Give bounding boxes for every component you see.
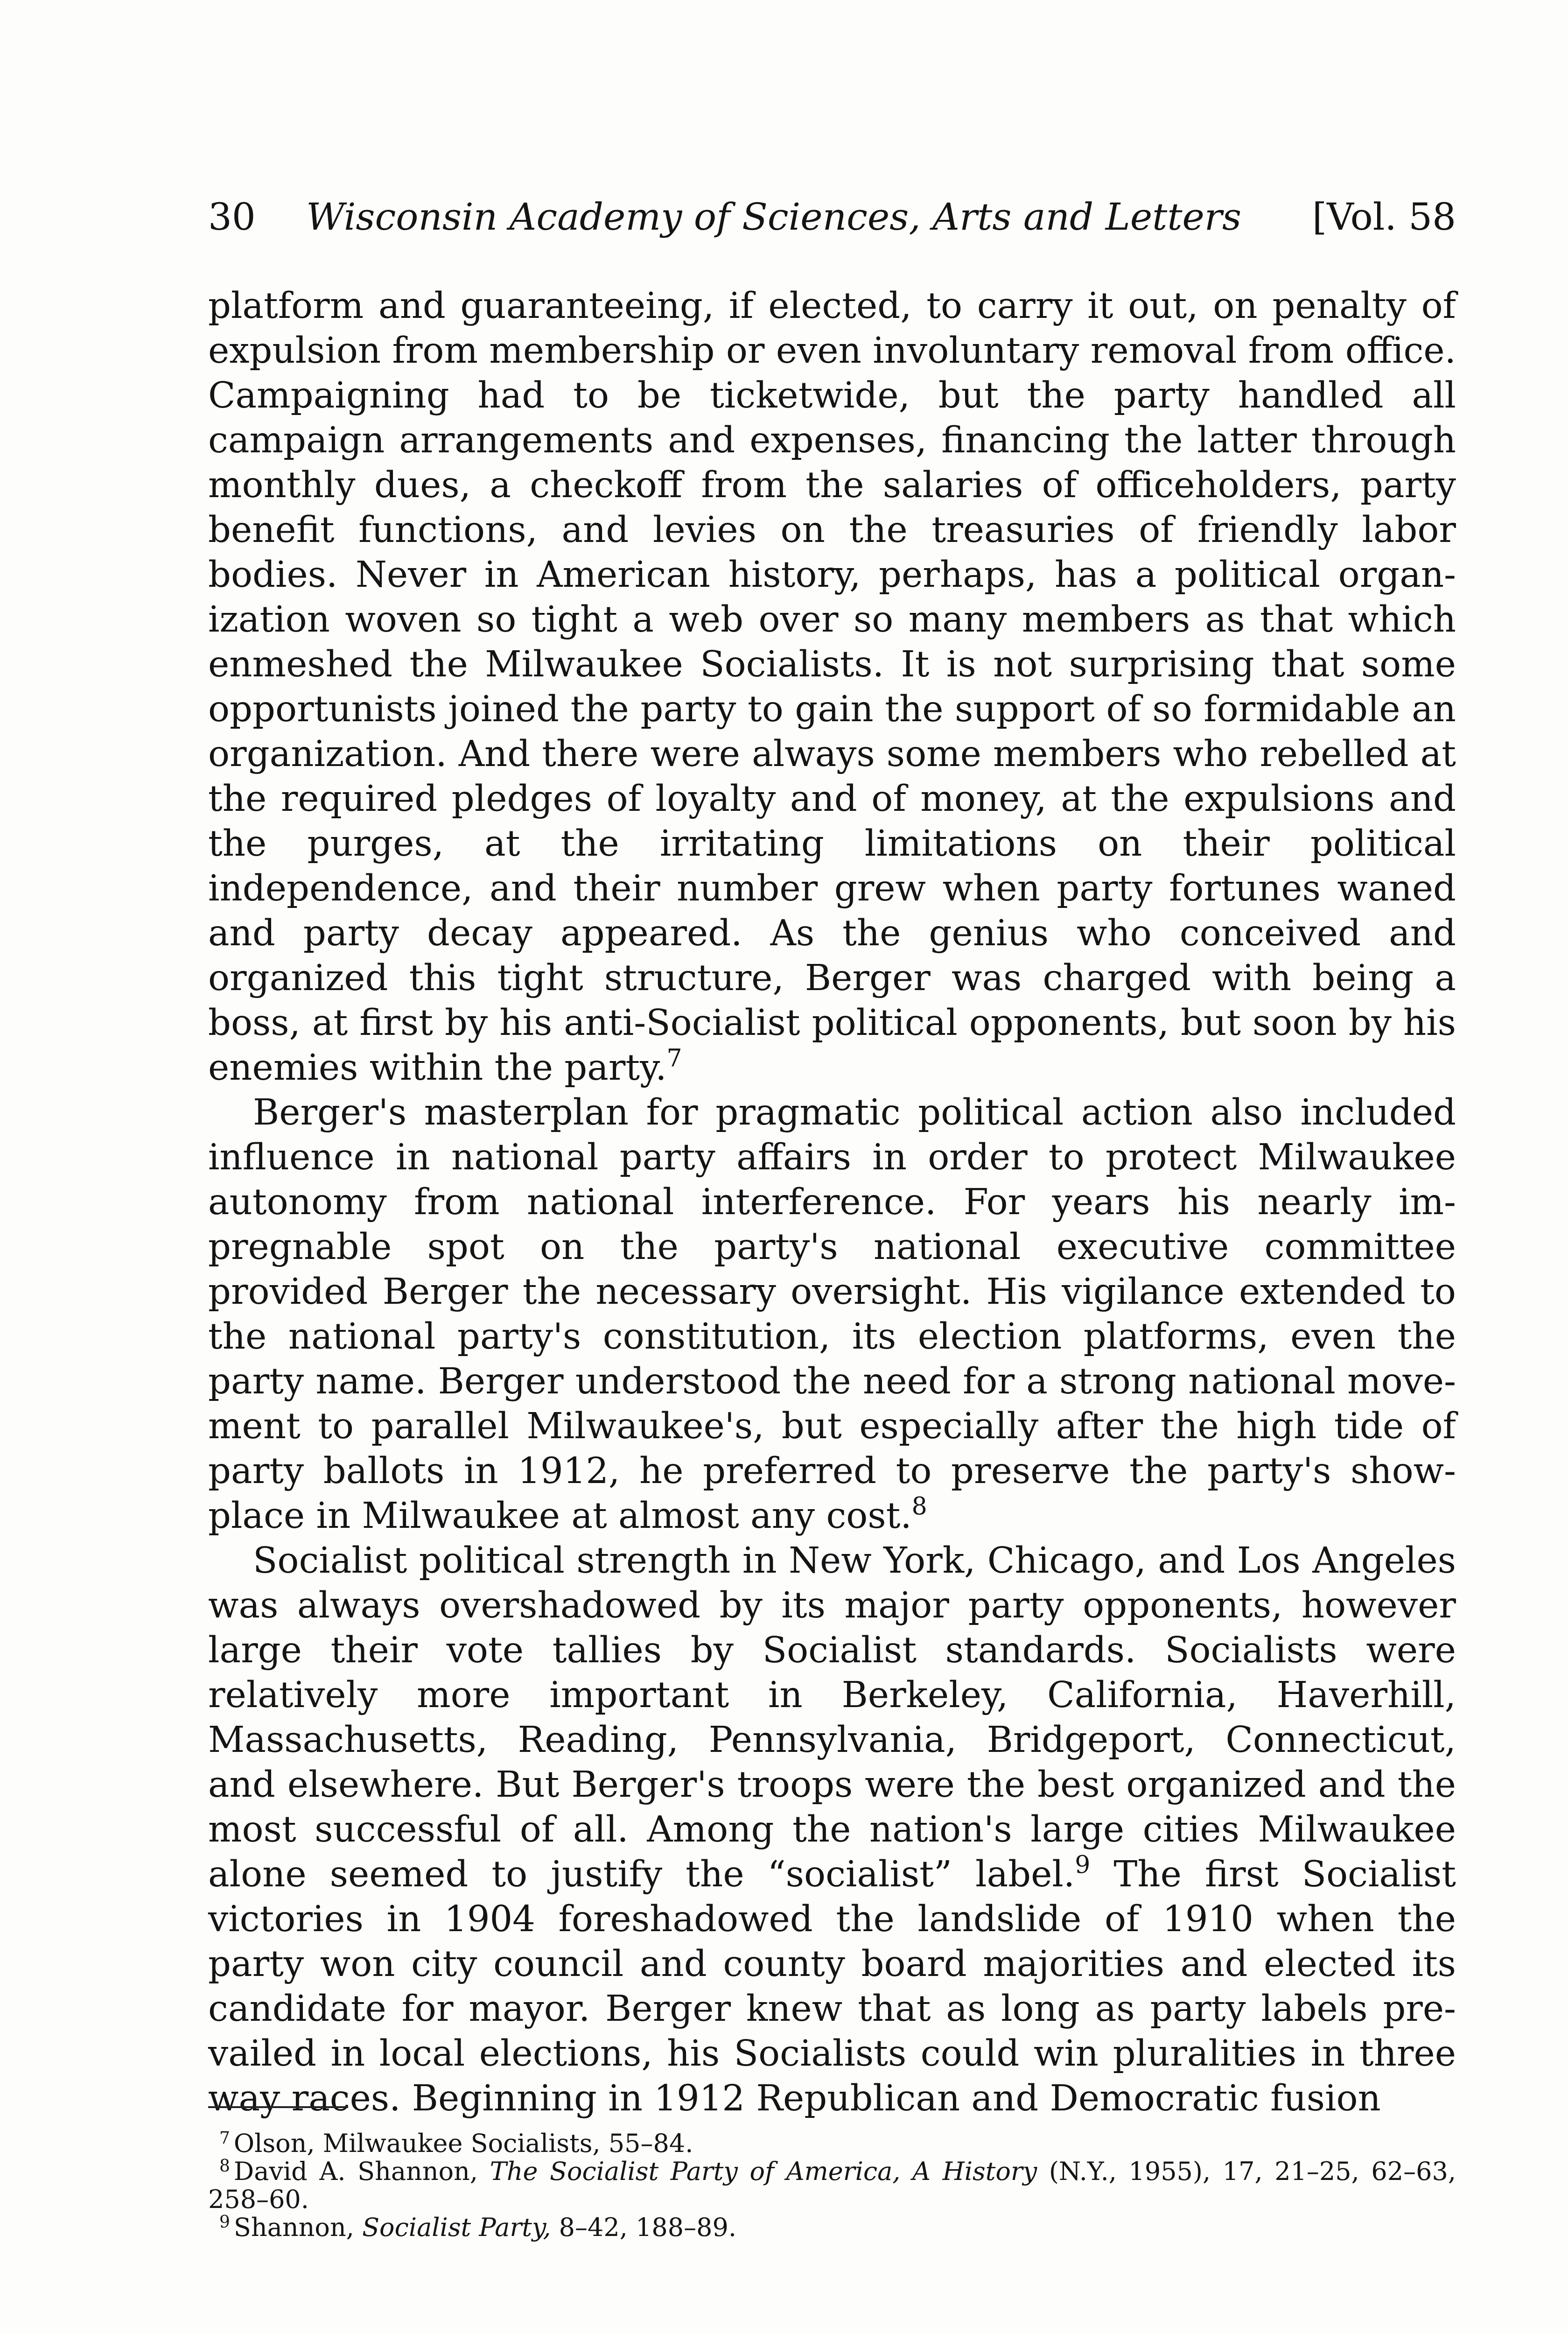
footnote-9 bbox=[208, 2214, 1456, 2242]
footnote-text: David A. Shannon, bbox=[233, 2157, 490, 2186]
footnote-number: 7 bbox=[219, 2129, 230, 2148]
paragraph-1-text: platform and guaranteeing, if elected, to carry it out, on penalty of expulsion from membership or even involuntary removal from office. Campaigning had to be ticketwide, but the party handled all campaign arrangements and expenses, financing the latter through monthly dues, a checkoff from the salaries of officeholders, party benefit functions, and levies on the treasuries of friendly labor bodies. Never in American history, perhaps, has a political organization woven so tight a web over so many members as that which enmeshed the Milwaukee Socialists. It is not surprising that some opportunists joined the party to gain the support of so formidable an organization. And there were always some members who rebelled at the required pledges of loyalty and of money, at the expulsions and the purges, at the irritating limitations on their political independence, and their number grew when party fortunes waned and party decay appeared. As the genius who conceived and organized this tight structure, Berger was charged with being a boss, at first by his anti-Socialist political opponents, but soon by his enemies within the party. bbox=[208, 285, 1456, 1089]
footnote-7 bbox=[208, 2130, 1456, 2158]
paragraph-2 bbox=[208, 1090, 1456, 1539]
volume-label: [Vol. 58 bbox=[1312, 195, 1456, 239]
footnote-text: Shannon, bbox=[233, 2213, 363, 2242]
footnote-ref-8: 8 bbox=[911, 1492, 927, 1521]
paragraph-2-text: Berger's masterplan for pragmatic political action also included influence in national party affairs in order to protect Milwaukee autonomy from national interference. For years his nearly impregnable spot on the party's national executive committee provided Berger the necessary oversight. His vigilance extended to the national party's constitution, its election platforms, even the party name. Berger understood the need for a strong national movement to parallel Milwaukee's, but especially after the high tide of party ballots in 1912, he preferred to preserve the party's showplace in Milwaukee at almost any cost. bbox=[208, 1092, 1456, 1537]
footnote-divider bbox=[208, 2106, 348, 2108]
footnote-number: 8 bbox=[219, 2157, 230, 2176]
footnote-ref-7: 7 bbox=[666, 1044, 682, 1073]
page-number: 30 bbox=[208, 195, 256, 239]
footnotes bbox=[208, 2130, 1456, 2242]
footnote-book-title: Socialist Party, bbox=[362, 2213, 551, 2242]
footnote-text: 8–42, 188–89. bbox=[551, 2213, 737, 2242]
paragraph-3-text-a: Socialist political strength in New York, Chicago, and Los Angeles was always overshadowed by its major party opponents, however large their vote tallies by Socialist standards. Socialists were relatively more important in Berkeley, California, Haverhill, Massachusetts, Reading, Pennsylvania, Bridgeport, Connecticut, and elsewhere. But Berger's troops were the best organized and the most successful of all. Among the nation's large cities Milwaukee alone seemed to justify the “socialist” label. bbox=[208, 1540, 1456, 1895]
footnote-number: 9 bbox=[219, 2213, 230, 2232]
footnote-text: Olson, Milwaukee Socialists, 55–84. bbox=[233, 2129, 693, 2158]
footnote-ref-9: 9 bbox=[1075, 1851, 1091, 1879]
footnote-book-title: The Socialist Party of America, A History bbox=[490, 2157, 1037, 2186]
journal-title: Wisconsin Academy of Sciences, Arts and Letters bbox=[306, 195, 1242, 239]
paragraph-3-text-b: The first Socialist victories in 1904 foreshadowed the landslide of 1910 when the party won city council and county board majorities and elected its candidate for mayor. Berger knew that as long as party labels prevailed in local elections, his Socialists could win pluralities in three way races. Beginning in 1912 Republican and Democratic fusion bbox=[208, 1854, 1456, 2119]
body-text bbox=[208, 284, 1456, 2121]
paragraph-1 bbox=[208, 284, 1456, 1090]
footnote-8 bbox=[208, 2158, 1456, 2214]
paragraph-3 bbox=[208, 1539, 1456, 2121]
footnote-text: (N.Y., 1955), 17, 21–25, 62–63, 258–60. bbox=[208, 2157, 1456, 2214]
running-header bbox=[208, 189, 1456, 245]
